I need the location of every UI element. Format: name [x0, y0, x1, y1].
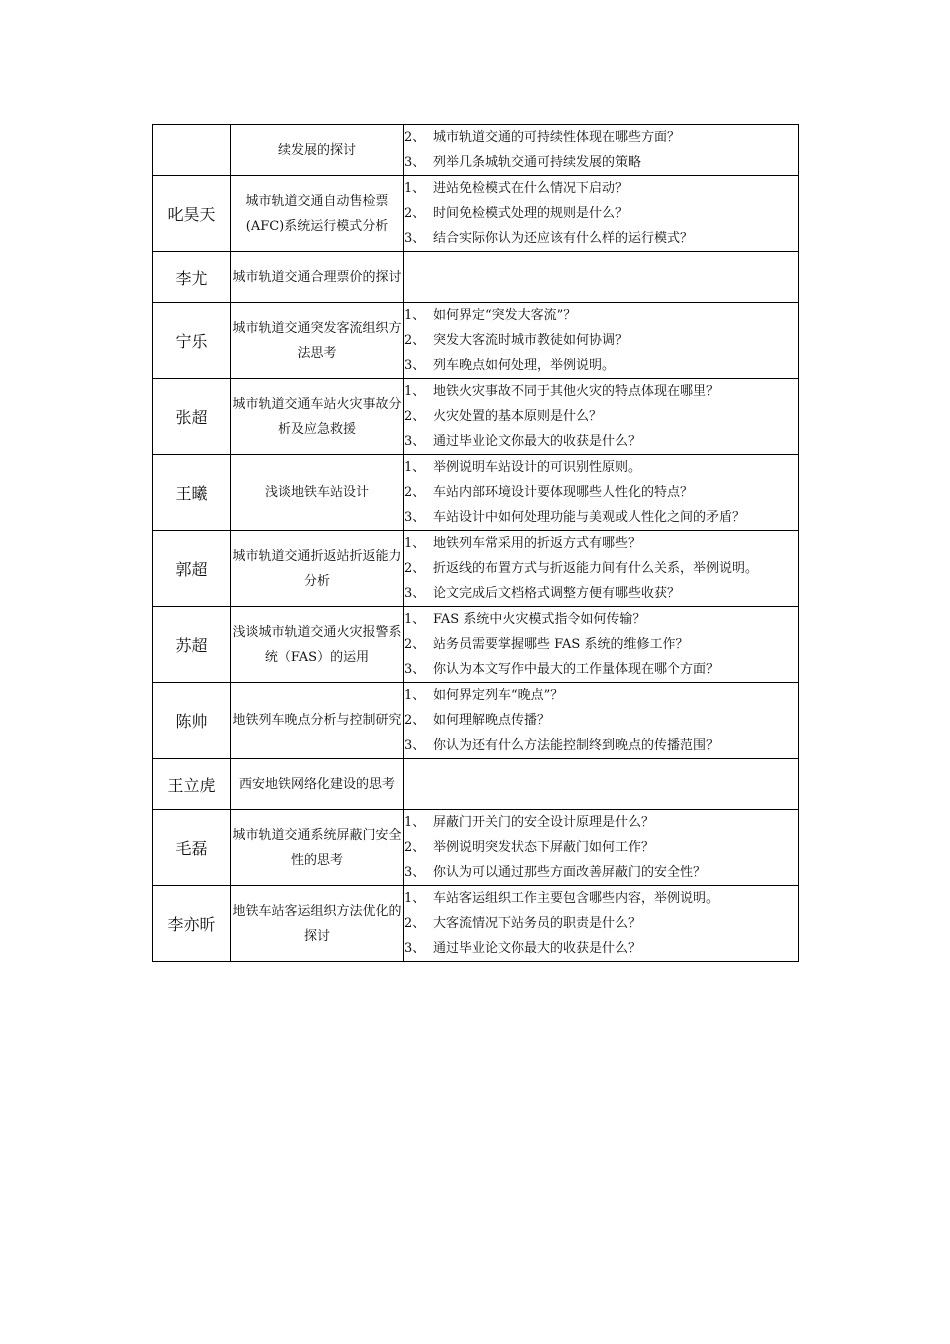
question-item	[404, 657, 798, 682]
question-number: 1、	[404, 460, 426, 475]
question-number: 3、	[404, 155, 426, 170]
question-item	[404, 303, 798, 328]
question-item	[404, 455, 798, 480]
question-item	[404, 835, 798, 860]
questions-cell	[404, 303, 799, 379]
question-text: 通过毕业论文你最大的收获是什么？	[433, 434, 642, 449]
table-row	[153, 125, 799, 176]
student-name-cell: 毛磊	[153, 810, 231, 886]
question-number: 3、	[404, 738, 426, 753]
student-name-cell: 张超	[153, 379, 231, 455]
question-text: 屏蔽门开关门的安全设计原理是什么？	[433, 815, 655, 830]
question-text: 你认为可以通过那些方面改善屏蔽门的安全性？	[433, 865, 707, 880]
question-item	[404, 632, 798, 657]
question-text: 进站免检模式在什么情况下启动？	[433, 181, 629, 196]
thesis-title-cell: 城市轨道交通系统屏蔽门安全性的思考	[231, 810, 404, 886]
thesis-title-cell: 浅谈城市轨道交通火灾报警系统（FAS）的运用	[231, 607, 404, 683]
question-item	[404, 429, 798, 454]
question-item	[404, 480, 798, 505]
table-row	[153, 531, 799, 607]
question-item	[404, 505, 798, 530]
questions-cell	[404, 607, 799, 683]
question-number: 2、	[404, 130, 426, 145]
question-number: 2、	[404, 840, 426, 855]
question-text: 大客流情况下站务员的职责是什么？	[433, 916, 642, 931]
question-text: 列举几条城轨交通可持续发展的策略	[433, 155, 642, 170]
question-item	[404, 683, 798, 708]
question-number: 1、	[404, 815, 426, 830]
question-item	[404, 708, 798, 733]
student-name-cell	[153, 125, 231, 176]
thesis-title-cell: 城市轨道交通车站火灾事故分析及应急救援	[231, 379, 404, 455]
questions-cell	[404, 455, 799, 531]
question-text: 地铁火灾事故不同于其他火灾的特点体现在哪里？	[433, 384, 720, 399]
thesis-defense-table	[152, 124, 799, 962]
question-number: 2、	[404, 485, 426, 500]
question-item	[404, 733, 798, 758]
question-item	[404, 911, 798, 936]
question-text: 突发大客流时城市教徒如何协调？	[433, 333, 629, 348]
student-name-cell: 叱昊天	[153, 176, 231, 252]
student-name-cell: 苏超	[153, 607, 231, 683]
question-number: 1、	[404, 384, 426, 399]
question-text: 车站内部环境设计要体现哪些人性化的特点？	[433, 485, 694, 500]
question-text: 举例说明突发状态下屏蔽门如何工作？	[433, 840, 655, 855]
question-item	[404, 607, 798, 632]
thesis-title-cell: 地铁车站客运组织方法优化的探讨	[231, 886, 404, 962]
question-number: 3、	[404, 510, 426, 525]
question-number: 3、	[404, 586, 426, 601]
table-body	[153, 125, 799, 962]
question-number: 1、	[404, 891, 426, 906]
question-text: 结合实际你认为还应该有什么样的运行模式？	[433, 231, 694, 246]
questions-cell	[404, 176, 799, 252]
question-text: 举例说明车站设计的可识别性原则。	[433, 460, 642, 475]
question-number: 2、	[404, 333, 426, 348]
thesis-title-cell: 续发展的探讨	[231, 125, 404, 176]
questions-cell	[404, 886, 799, 962]
question-text: 通过毕业论文你最大的收获是什么？	[433, 941, 642, 956]
questions-cell	[404, 252, 799, 303]
question-number: 3、	[404, 865, 426, 880]
questions-cell	[404, 125, 799, 176]
question-number: 3、	[404, 941, 426, 956]
student-name-cell: 李亦昕	[153, 886, 231, 962]
question-number: 2、	[404, 409, 426, 424]
thesis-title-cell: 地铁列车晚点分析与控制研究	[231, 683, 404, 759]
question-number: 2、	[404, 206, 426, 221]
student-name-cell: 郭超	[153, 531, 231, 607]
question-number: 3、	[404, 434, 426, 449]
question-item	[404, 860, 798, 885]
table-row	[153, 683, 799, 759]
question-text: 列车晚点如何处理，举例说明。	[433, 358, 616, 373]
table-row	[153, 303, 799, 379]
questions-cell	[404, 531, 799, 607]
table-row	[153, 455, 799, 531]
thesis-title-cell: 城市轨道交通自动售检票(AFC)系统运行模式分析	[231, 176, 404, 252]
table-row	[153, 607, 799, 683]
table-row	[153, 379, 799, 455]
student-name-cell: 李尤	[153, 252, 231, 303]
question-text: FAS 系统中火灾模式指令如何传输？	[433, 612, 646, 627]
student-name-cell: 宁乐	[153, 303, 231, 379]
question-text: 站务员需要掌握哪些 FAS 系统的维修工作？	[433, 637, 689, 652]
thesis-title-cell: 城市轨道交通合理票价的探讨	[231, 252, 404, 303]
question-number: 2、	[404, 637, 426, 652]
student-name-cell: 陈帅	[153, 683, 231, 759]
question-number: 1、	[404, 308, 426, 323]
table-row	[153, 176, 799, 252]
student-name-cell: 王曦	[153, 455, 231, 531]
question-text: 你认为本文写作中最大的工作量体现在哪个方面？	[433, 662, 720, 677]
question-number: 2、	[404, 713, 426, 728]
question-item	[404, 176, 798, 201]
question-item	[404, 581, 798, 606]
thesis-title-cell: 浅谈地铁车站设计	[231, 455, 404, 531]
table-row	[153, 759, 799, 810]
question-text: 地铁列车常采用的折返方式有哪些？	[433, 536, 642, 551]
question-number: 3、	[404, 358, 426, 373]
question-item	[404, 810, 798, 835]
table-row	[153, 252, 799, 303]
question-item	[404, 936, 798, 961]
question-number: 1、	[404, 688, 426, 703]
question-number: 2、	[404, 916, 426, 931]
question-item	[404, 150, 798, 175]
thesis-title-cell: 城市轨道交通折返站折返能力分析	[231, 531, 404, 607]
thesis-title-cell: 西安地铁网络化建设的思考	[231, 759, 404, 810]
question-text: 你认为还有什么方法能控制终到晚点的传播范围？	[433, 738, 720, 753]
question-item	[404, 404, 798, 429]
question-item	[404, 531, 798, 556]
table-row	[153, 810, 799, 886]
question-item	[404, 125, 798, 150]
question-item	[404, 201, 798, 226]
question-item	[404, 556, 798, 581]
question-text: 城市轨道交通的可持续性体现在哪些方面？	[433, 130, 681, 145]
question-item	[404, 886, 798, 911]
question-number: 1、	[404, 181, 426, 196]
question-number: 2、	[404, 561, 426, 576]
question-text: 时间免检模式处理的规则是什么？	[433, 206, 629, 221]
question-text: 火灾处置的基本原则是什么？	[433, 409, 603, 424]
question-item	[404, 379, 798, 404]
student-name-cell: 王立虎	[153, 759, 231, 810]
question-text: 车站设计中如何处理功能与美观或人性化之间的矛盾？	[433, 510, 746, 525]
question-item	[404, 226, 798, 251]
question-text: 如何理解晚点传播？	[433, 713, 551, 728]
question-number: 1、	[404, 612, 426, 627]
question-item	[404, 353, 798, 378]
question-number: 3、	[404, 662, 426, 677]
question-text: 如何界定列车“晚点”？	[433, 688, 564, 703]
questions-cell	[404, 810, 799, 886]
question-item	[404, 328, 798, 353]
table-row	[153, 886, 799, 962]
question-number: 3、	[404, 231, 426, 246]
questions-cell	[404, 379, 799, 455]
thesis-title-cell: 城市轨道交通突发客流组织方法思考	[231, 303, 404, 379]
questions-cell	[404, 759, 799, 810]
questions-cell	[404, 683, 799, 759]
question-text: 论文完成后文档格式调整方便有哪些收获？	[433, 586, 681, 601]
question-number: 1、	[404, 536, 426, 551]
question-text: 车站客运组织工作主要包含哪些内容，举例说明。	[433, 891, 720, 906]
question-text: 如何界定“突发大客流”？	[433, 308, 577, 323]
question-text: 折返线的布置方式与折返能力间有什么关系，举例说明。	[433, 561, 759, 576]
